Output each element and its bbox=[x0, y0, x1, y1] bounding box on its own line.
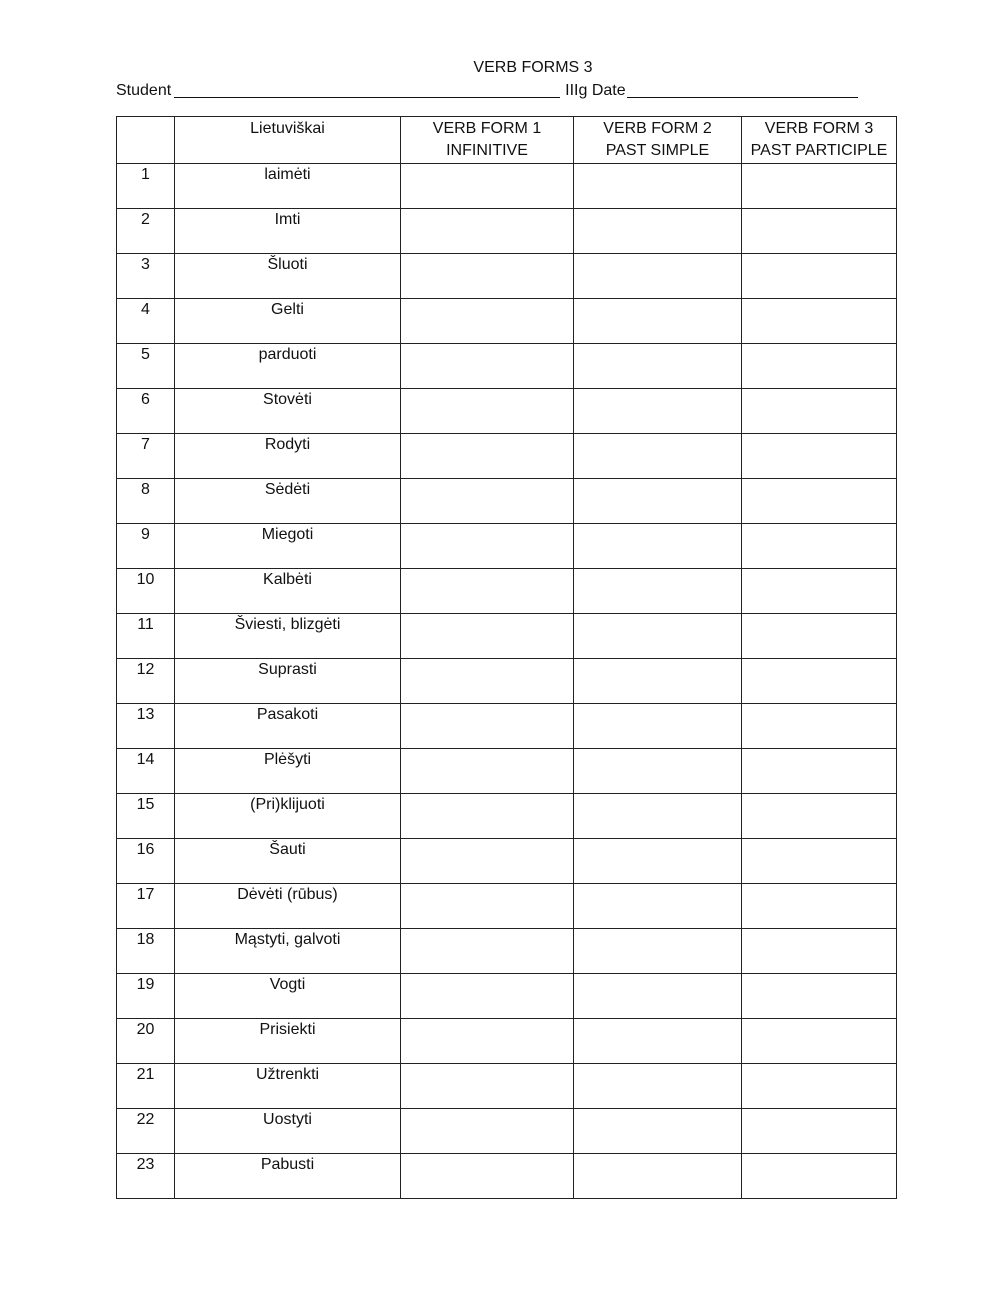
lithuanian-verb: Pasakoti bbox=[175, 704, 401, 749]
verb-form-2-cell[interactable] bbox=[574, 299, 742, 344]
verb-form-3-cell[interactable] bbox=[742, 569, 897, 614]
verb-forms-table bbox=[116, 116, 897, 1199]
verb-form-1-cell[interactable] bbox=[401, 164, 574, 209]
verb-form-1-cell[interactable] bbox=[401, 794, 574, 839]
worksheet-title: VERB FORMS 3 bbox=[473, 59, 593, 76]
verb-form-1-cell[interactable] bbox=[401, 614, 574, 659]
lithuanian-verb: Imti bbox=[175, 209, 401, 254]
verb-form-2-cell[interactable] bbox=[574, 839, 742, 884]
verb-form-2-cell[interactable] bbox=[574, 344, 742, 389]
verb-form-3-cell[interactable] bbox=[742, 1064, 897, 1109]
lithuanian-verb: Prisiekti bbox=[175, 1019, 401, 1064]
verb-form-3-cell[interactable] bbox=[742, 164, 897, 209]
table-row bbox=[117, 974, 897, 1019]
table-row bbox=[117, 1109, 897, 1154]
table-row bbox=[117, 254, 897, 299]
verb-form-2-cell[interactable] bbox=[574, 479, 742, 524]
verb-form-3-cell[interactable] bbox=[742, 839, 897, 884]
lithuanian-verb: Plėšyti bbox=[175, 749, 401, 794]
table-row bbox=[117, 209, 897, 254]
verb-form-1-cell[interactable] bbox=[401, 1109, 574, 1154]
row-number: 8 bbox=[117, 479, 175, 524]
table-row bbox=[117, 749, 897, 794]
verb-form-3-cell[interactable] bbox=[742, 974, 897, 1019]
verb-form-2-cell[interactable] bbox=[574, 209, 742, 254]
verb-form-2-cell[interactable] bbox=[574, 794, 742, 839]
verb-form-3-cell[interactable] bbox=[742, 299, 897, 344]
date-label: Date bbox=[591, 82, 626, 99]
verb-form-3-cell[interactable] bbox=[742, 1109, 897, 1154]
row-number: 16 bbox=[117, 839, 175, 884]
row-number: 11 bbox=[117, 614, 175, 659]
verb-form-3-cell[interactable] bbox=[742, 254, 897, 299]
verb-form-1-cell[interactable] bbox=[401, 929, 574, 974]
verb-form-1-cell[interactable] bbox=[401, 569, 574, 614]
verb-form-2-cell[interactable] bbox=[574, 974, 742, 1019]
verb-form-3-cell[interactable] bbox=[742, 344, 897, 389]
student-info-line bbox=[116, 81, 896, 101]
verb-form-1-cell[interactable] bbox=[401, 209, 574, 254]
verb-form-3-cell[interactable] bbox=[742, 209, 897, 254]
verb-form-1-cell[interactable] bbox=[401, 344, 574, 389]
verb-form-2-cell[interactable] bbox=[574, 1064, 742, 1109]
verb-form-1-cell[interactable] bbox=[401, 974, 574, 1019]
header-verb-form-1-line1: VERB FORM 1 bbox=[432, 120, 542, 137]
table-row bbox=[117, 1154, 897, 1199]
table-row bbox=[117, 164, 897, 209]
table-row bbox=[117, 794, 897, 839]
verb-form-3-cell[interactable] bbox=[742, 704, 897, 749]
student-name-blank[interactable] bbox=[174, 82, 560, 98]
verb-form-3-cell[interactable] bbox=[742, 659, 897, 704]
verb-form-2-cell[interactable] bbox=[574, 704, 742, 749]
table-row bbox=[117, 344, 897, 389]
header-lithuanian-label: Lietuviškai bbox=[250, 120, 325, 137]
verb-form-1-cell[interactable] bbox=[401, 1019, 574, 1064]
lithuanian-verb: Kalbėti bbox=[175, 569, 401, 614]
row-number: 2 bbox=[117, 209, 175, 254]
header-verb-form-2-line2: PAST SIMPLE bbox=[605, 142, 710, 159]
lithuanian-verb: Suprasti bbox=[175, 659, 401, 704]
row-number: 12 bbox=[117, 659, 175, 704]
lithuanian-verb: Pabusti bbox=[175, 1154, 401, 1199]
row-number: 19 bbox=[117, 974, 175, 1019]
row-number: 9 bbox=[117, 524, 175, 569]
table-row bbox=[117, 524, 897, 569]
row-number: 3 bbox=[117, 254, 175, 299]
header-verb-form-3-line2: PAST PARTICIPLE bbox=[750, 142, 888, 159]
lithuanian-verb: Mąstyti, galvoti bbox=[175, 929, 401, 974]
verb-form-2-cell[interactable] bbox=[574, 1109, 742, 1154]
header-verb-form-1 bbox=[401, 117, 574, 164]
lithuanian-verb: Sėdėti bbox=[175, 479, 401, 524]
header-verb-form-3 bbox=[742, 117, 897, 164]
verb-form-1-cell[interactable] bbox=[401, 659, 574, 704]
verb-form-1-cell[interactable] bbox=[401, 1064, 574, 1109]
row-number: 17 bbox=[117, 884, 175, 929]
row-number: 7 bbox=[117, 434, 175, 479]
lithuanian-verb: (Pri)klijuoti bbox=[175, 794, 401, 839]
verb-form-3-cell[interactable] bbox=[742, 1019, 897, 1064]
row-number: 21 bbox=[117, 1064, 175, 1109]
lithuanian-verb: laimėti bbox=[175, 164, 401, 209]
row-number: 1 bbox=[117, 164, 175, 209]
table-header-row bbox=[117, 117, 897, 164]
verb-form-2-cell[interactable] bbox=[574, 1154, 742, 1199]
row-number: 10 bbox=[117, 569, 175, 614]
verb-form-2-cell[interactable] bbox=[574, 929, 742, 974]
table-row bbox=[117, 659, 897, 704]
table-row bbox=[117, 704, 897, 749]
verb-form-1-cell[interactable] bbox=[401, 1154, 574, 1199]
table-row bbox=[117, 434, 897, 479]
lithuanian-verb: Šviesti, blizgėti bbox=[175, 614, 401, 659]
verb-form-1-cell[interactable] bbox=[401, 434, 574, 479]
row-number: 5 bbox=[117, 344, 175, 389]
verb-form-3-cell[interactable] bbox=[742, 389, 897, 434]
header-number bbox=[117, 117, 175, 164]
verb-form-1-cell[interactable] bbox=[401, 389, 574, 434]
verb-form-1-cell[interactable] bbox=[401, 254, 574, 299]
verb-form-3-cell[interactable] bbox=[742, 614, 897, 659]
verb-form-2-cell[interactable] bbox=[574, 749, 742, 794]
table-row bbox=[117, 569, 897, 614]
verb-form-2-cell[interactable] bbox=[574, 659, 742, 704]
row-number: 23 bbox=[117, 1154, 175, 1199]
verb-form-2-cell[interactable] bbox=[574, 884, 742, 929]
verb-form-2-cell[interactable] bbox=[574, 524, 742, 569]
row-number: 4 bbox=[117, 299, 175, 344]
lithuanian-verb: Rodyti bbox=[175, 434, 401, 479]
verb-form-1-cell[interactable] bbox=[401, 479, 574, 524]
row-number: 14 bbox=[117, 749, 175, 794]
table-row bbox=[117, 884, 897, 929]
lithuanian-verb: Stovėti bbox=[175, 389, 401, 434]
row-number: 20 bbox=[117, 1019, 175, 1064]
verb-form-3-cell[interactable] bbox=[742, 524, 897, 569]
row-number: 13 bbox=[117, 704, 175, 749]
verb-form-3-cell[interactable] bbox=[742, 794, 897, 839]
lithuanian-verb: Šluoti bbox=[175, 254, 401, 299]
verb-form-1-cell[interactable] bbox=[401, 749, 574, 794]
verb-form-2-cell[interactable] bbox=[574, 389, 742, 434]
table-row bbox=[117, 614, 897, 659]
verb-form-2-cell[interactable] bbox=[574, 1019, 742, 1064]
header-verb-form-2 bbox=[574, 117, 742, 164]
lithuanian-verb: Dėvėti (rūbus) bbox=[175, 884, 401, 929]
lithuanian-verb: Vogti bbox=[175, 974, 401, 1019]
verb-form-3-cell[interactable] bbox=[742, 479, 897, 524]
verb-form-3-cell[interactable] bbox=[742, 1154, 897, 1199]
table-row bbox=[117, 389, 897, 434]
header-verb-form-3-line1: VERB FORM 3 bbox=[764, 120, 874, 137]
lithuanian-verb: Uostyti bbox=[175, 1109, 401, 1154]
verb-form-1-cell[interactable] bbox=[401, 884, 574, 929]
verb-form-2-cell[interactable] bbox=[574, 164, 742, 209]
verb-form-2-cell[interactable] bbox=[574, 614, 742, 659]
student-label: Student bbox=[116, 82, 172, 99]
table-row bbox=[117, 479, 897, 524]
row-number: 18 bbox=[117, 929, 175, 974]
row-number: 6 bbox=[117, 389, 175, 434]
verb-form-1-cell[interactable] bbox=[401, 299, 574, 344]
class-label: IIIg bbox=[565, 82, 588, 99]
table-row bbox=[117, 929, 897, 974]
verb-form-1-cell[interactable] bbox=[401, 839, 574, 884]
verb-form-2-cell[interactable] bbox=[574, 254, 742, 299]
lithuanian-verb: Užtrenkti bbox=[175, 1064, 401, 1109]
table-row bbox=[117, 839, 897, 884]
verb-form-3-cell[interactable] bbox=[742, 929, 897, 974]
lithuanian-verb: Miegoti bbox=[175, 524, 401, 569]
verb-form-2-cell[interactable] bbox=[574, 434, 742, 479]
row-number: 22 bbox=[117, 1109, 175, 1154]
verb-form-1-cell[interactable] bbox=[401, 704, 574, 749]
verb-form-3-cell[interactable] bbox=[742, 884, 897, 929]
row-number: 15 bbox=[117, 794, 175, 839]
header-verb-form-1-line2: INFINITIVE bbox=[446, 142, 528, 159]
lithuanian-verb: parduoti bbox=[175, 344, 401, 389]
verb-form-2-cell[interactable] bbox=[574, 569, 742, 614]
table-row bbox=[117, 1064, 897, 1109]
verb-form-1-cell[interactable] bbox=[401, 524, 574, 569]
table-row bbox=[117, 1019, 897, 1064]
verb-form-3-cell[interactable] bbox=[742, 434, 897, 479]
lithuanian-verb: Šauti bbox=[175, 839, 401, 884]
header-lithuanian bbox=[175, 117, 401, 164]
lithuanian-verb: Gelti bbox=[175, 299, 401, 344]
header-verb-form-2-line1: VERB FORM 2 bbox=[603, 120, 712, 137]
verb-form-3-cell[interactable] bbox=[742, 749, 897, 794]
table-row bbox=[117, 299, 897, 344]
date-blank[interactable] bbox=[627, 82, 858, 98]
